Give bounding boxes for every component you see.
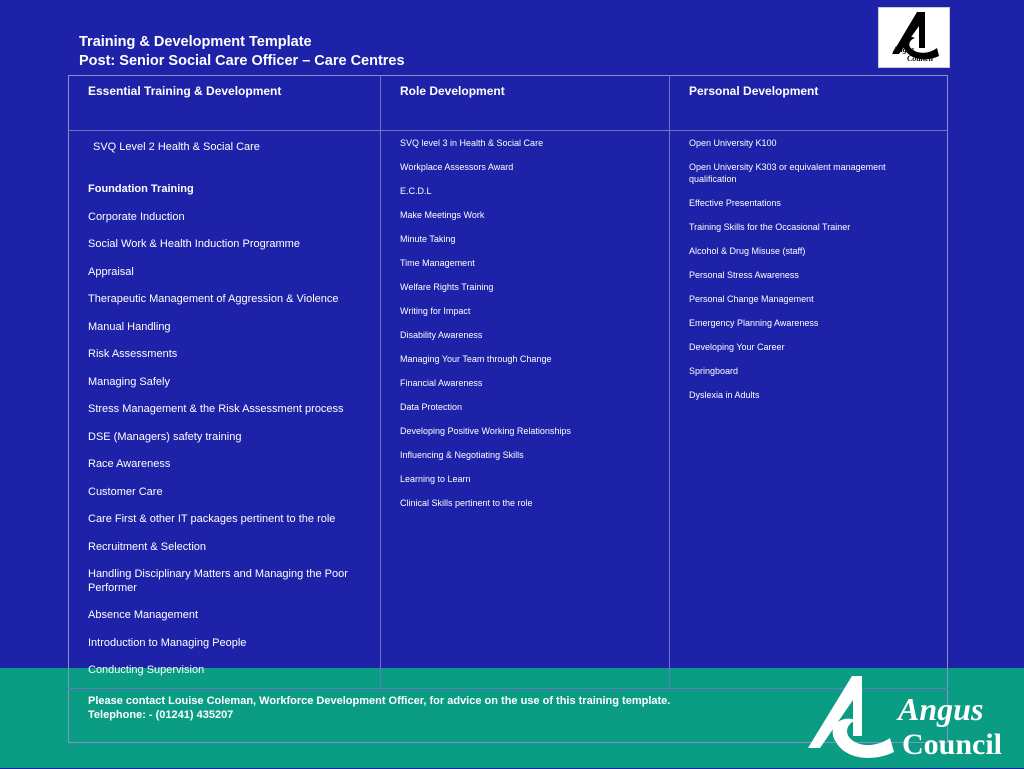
logo-large-word-1: Angus	[898, 691, 984, 727]
list-item: Clinical Skills pertinent to the role	[400, 498, 533, 508]
list-item: Customer Care	[88, 485, 163, 498]
column-divider-1	[380, 75, 381, 688]
list-item: Absence Management	[88, 609, 199, 621]
title-line-2: Post: Senior Social Care Officer – Care Centres	[79, 53, 405, 69]
list-item: Managing Your Team through Change	[400, 354, 552, 364]
list-item: Manual Handling	[88, 320, 171, 333]
list-item: Stress Management & the Risk Assessment process	[88, 403, 344, 415]
title-line-1: Training & Development Template	[79, 34, 312, 50]
list-item: Dyslexia in Adults	[689, 390, 760, 400]
page-title	[79, 33, 405, 71]
list-item: Race Awareness	[88, 458, 171, 470]
list-item: Open University K303 or equivalent management qualification	[689, 162, 886, 184]
personal-development-list	[689, 137, 934, 413]
list-item: Handling Disciplinary Matters and Managing the Poor Performer	[88, 568, 348, 594]
logo-large-word-2: Council	[902, 728, 1003, 761]
list-item: Learning to Learn	[400, 474, 471, 484]
list-item: Risk Assessments	[88, 348, 178, 360]
list-item: Appraisal	[88, 265, 134, 278]
essential-training-list	[88, 183, 373, 692]
list-item: Emergency Planning Awareness	[689, 318, 819, 328]
list-item: Disability Awareness	[400, 330, 483, 340]
list-item: Time Management	[400, 258, 475, 268]
list-item: Workplace Assessors Award	[400, 162, 514, 172]
list-item: Personal Stress Awareness	[689, 270, 799, 280]
list-item: Springboard	[689, 366, 739, 376]
list-item: DSE (Managers) safety training	[88, 430, 242, 443]
list-item: Developing Your Career	[689, 342, 785, 352]
list-item: Conducting Supervision	[88, 664, 205, 676]
angus-council-logo-small	[878, 7, 950, 68]
column-heading-essential: Essential Training & Development	[88, 84, 282, 98]
contact-line-2: Telephone: - (01241) 435207	[88, 709, 234, 721]
logo-small-text: Angus Council	[893, 45, 934, 63]
list-item: Training Skills for the Occasional Trainer	[689, 222, 851, 232]
contact-note	[88, 694, 808, 722]
list-item: Minute Taking	[400, 234, 456, 244]
contact-line-1: Please contact Louise Coleman, Workforce Development Officer, for advice on the use of this training template.	[88, 695, 671, 707]
list-item: Developing Positive Working Relationships	[400, 426, 571, 436]
list-item: Therapeutic Management of Aggression & Violence	[88, 293, 339, 305]
list-item: Financial Awareness	[400, 378, 483, 388]
list-item: Recruitment & Selection	[88, 540, 206, 553]
list-item: Introduction to Managing People	[88, 636, 247, 649]
list-item: Managing Safely	[88, 375, 170, 388]
list-item: Open University K100	[689, 138, 777, 148]
role-development-list	[400, 137, 660, 521]
list-item: Alcohol & Drug Misuse (staff)	[689, 246, 806, 256]
column-heading-personal: Personal Development	[689, 84, 819, 98]
list-item: E.C.D.L	[400, 186, 432, 196]
list-item: Data Protection	[400, 402, 463, 412]
essential-first-item: SVQ Level 2 Health & Social Care	[93, 141, 260, 153]
column-divider-2	[669, 75, 670, 688]
angus-council-logo-large	[806, 674, 1018, 764]
list-item: Make Meetings Work	[400, 210, 485, 220]
header-divider	[68, 130, 948, 131]
list-item: Personal Change Management	[689, 294, 814, 304]
list-item: Welfare Rights Training	[400, 282, 494, 292]
list-item: Effective Presentations	[689, 198, 781, 208]
list-item: Corporate Induction	[88, 210, 185, 223]
list-item: Writing for Impact	[400, 306, 471, 316]
list-item: SVQ level 3 in Health & Social Care	[400, 138, 544, 148]
list-item: Foundation Training	[88, 183, 194, 195]
list-item: Care First & other IT packages pertinent to the role	[88, 513, 336, 525]
list-item: Influencing & Negotiating Skills	[400, 450, 524, 460]
list-item: Social Work & Health Induction Programme	[88, 238, 300, 250]
column-heading-role: Role Development	[400, 84, 505, 98]
